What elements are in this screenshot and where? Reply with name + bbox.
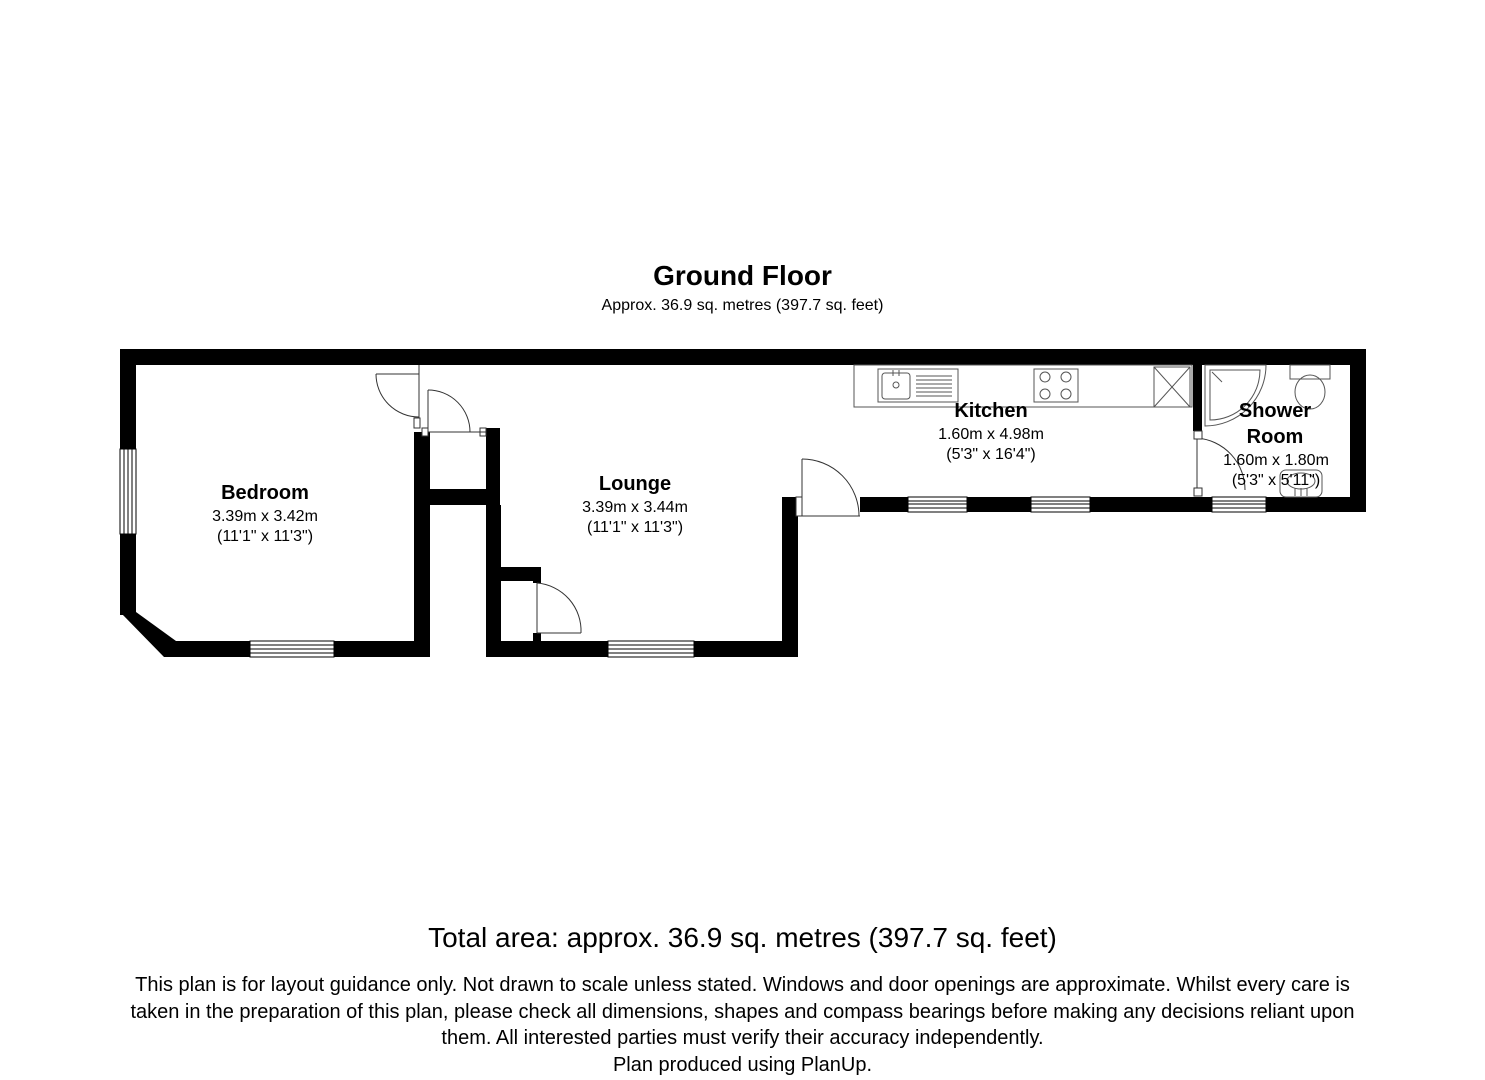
room-metric: 1.60m x 1.80m <box>1223 452 1329 469</box>
room-name: Bedroom <box>221 482 309 504</box>
floor-title: Ground Floor <box>653 260 832 291</box>
room-label-lounge <box>582 473 688 536</box>
room-label-shower-room <box>1223 400 1329 489</box>
disclaimer-line: Plan produced using PlanUp. <box>612 1053 873 1076</box>
room-metric: 1.60m x 4.98m <box>938 426 1044 443</box>
floor-area: Approx. 36.9 sq. metres (397.7 sq. feet) <box>601 297 884 314</box>
sink-icon <box>878 369 958 402</box>
disclaimer-line: This plan is for layout guidance only. Not drawn to scale unless stated. Windows and door openings are approximate. Whilst every care is <box>135 974 1350 996</box>
room-metric: 3.39m x 3.44m <box>582 499 688 516</box>
disclaimer-line: them. All interested parties must verify their accuracy independently. <box>441 1027 1044 1049</box>
room-imperial: (11'1" x 11'3") <box>586 519 684 536</box>
windows <box>120 449 1266 657</box>
disclaimer <box>20 972 1465 1078</box>
room-name-line1: Shower <box>1238 400 1312 422</box>
room-name: Kitchen <box>954 400 1028 422</box>
disclaimer-line: taken in the preparation of this plan, please check all dimensions, shapes and compass bearings before making any decisions reliant upon <box>130 1000 1355 1023</box>
room-imperial: (11'1" x 11'3") <box>216 528 314 545</box>
room-metric: 3.39m x 3.42m <box>212 508 318 525</box>
room-imperial: (5'3" x 5'11") <box>1231 472 1321 489</box>
toilet-icon <box>1290 365 1330 379</box>
room-imperial: (5'3" x 16'4") <box>946 446 1036 463</box>
room-label-bedroom <box>212 482 318 545</box>
room-name-line2: Room <box>1246 426 1304 448</box>
room-label-kitchen <box>938 400 1044 463</box>
room-name: Lounge <box>598 473 672 495</box>
total-area: Total area: approx. 36.9 sq. metres (397.7 sq. feet) <box>428 922 1057 953</box>
